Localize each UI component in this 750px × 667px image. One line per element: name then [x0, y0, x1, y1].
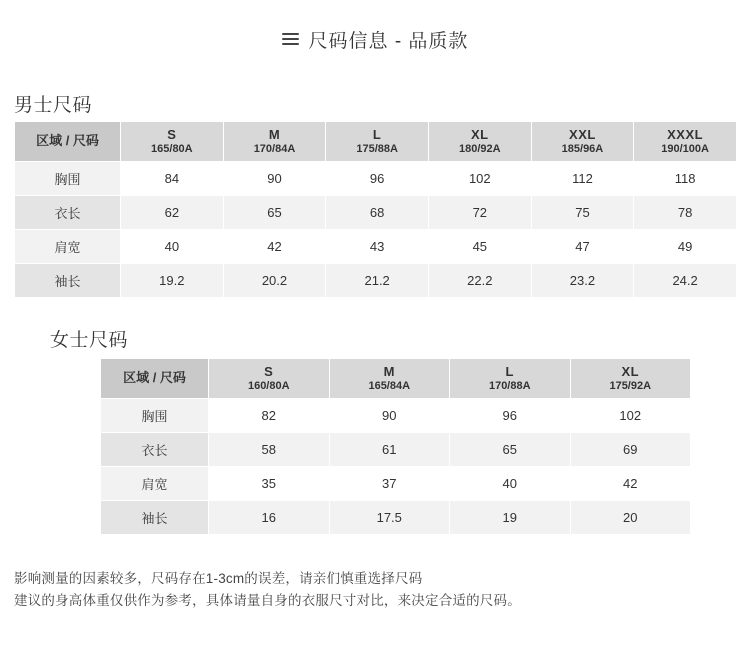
men-cell-1-1: 65 [223, 196, 326, 230]
men-size-table-wrapper [14, 121, 737, 298]
men-col-spec-5: 190/100A [661, 142, 709, 155]
women-cell-3-3: 20 [570, 501, 691, 535]
men-col-spec-3: 180/92A [459, 142, 501, 155]
women-cell-1-0: 58 [209, 433, 330, 467]
men-table-head [15, 122, 737, 162]
women-size-table-wrapper [100, 358, 691, 535]
women-cell-0-2: 96 [450, 399, 571, 433]
men-cell-3-4: 23.2 [531, 264, 634, 298]
men-col-spec-4: 185/96A [561, 142, 604, 155]
women-cell-0-1: 90 [329, 399, 450, 433]
women-cell-1-2: 65 [450, 433, 571, 467]
men-col-spec-2: 175/88A [356, 142, 398, 155]
men-col-spec-0: 165/80A [151, 142, 193, 155]
women-col-header-2 [450, 359, 571, 399]
men-col-header-0 [121, 122, 224, 162]
women-row-label-3: 袖长 [101, 501, 209, 535]
men-cell-3-1: 20.2 [223, 264, 326, 298]
women-cell-0-3: 102 [570, 399, 691, 433]
menu-lines-icon [282, 33, 299, 47]
table-row [101, 399, 691, 433]
men-cell-2-0: 40 [121, 230, 224, 264]
men-cell-0-0: 84 [121, 162, 224, 196]
women-cell-1-1: 61 [329, 433, 450, 467]
men-cell-0-1: 90 [223, 162, 326, 196]
men-col-size-5: XXXL [667, 126, 704, 142]
women-col-size-2: L [505, 363, 514, 379]
women-cell-2-0: 35 [209, 467, 330, 501]
men-cell-0-5: 118 [634, 162, 737, 196]
men-cell-1-3: 72 [428, 196, 531, 230]
men-col-header-2 [326, 122, 429, 162]
page-header [0, 0, 750, 78]
men-col-header-5 [634, 122, 737, 162]
women-cell-3-1: 17.5 [329, 501, 450, 535]
women-cell-3-2: 19 [450, 501, 571, 535]
women-table-body [101, 399, 691, 535]
table-row [101, 467, 691, 501]
men-cell-2-1: 42 [223, 230, 326, 264]
women-cell-2-2: 40 [450, 467, 571, 501]
men-row-label-1: 衣长 [15, 196, 121, 230]
women-cell-3-0: 16 [209, 501, 330, 535]
men-col-size-4: XXL [569, 126, 596, 142]
footer-notes [14, 568, 738, 612]
women-size-table [100, 358, 691, 535]
men-col-spec-1: 170/84A [253, 142, 296, 155]
men-cell-1-2: 68 [326, 196, 429, 230]
women-section-title: 女士尺码 [50, 330, 129, 351]
women-col-size-0: S [264, 363, 274, 379]
women-cell-0-0: 82 [209, 399, 330, 433]
women-col-header-1 [329, 359, 450, 399]
men-row-label-3: 袖长 [15, 264, 121, 298]
men-col-size-3: XL [470, 126, 489, 142]
women-table-head [101, 359, 691, 399]
page-title: 尺码信息 - 品质款 [308, 30, 469, 52]
men-cell-3-0: 19.2 [121, 264, 224, 298]
table-row [15, 264, 737, 298]
men-col-header-1 [223, 122, 326, 162]
men-col-size-2: L [372, 126, 382, 142]
women-cell-2-3: 42 [570, 467, 691, 501]
women-col-spec-1: 165/84A [368, 379, 411, 392]
women-col-size-1: M [383, 363, 395, 379]
men-cell-0-4: 112 [531, 162, 634, 196]
table-row [101, 501, 691, 535]
women-corner-header: 区域 / 尺码 [101, 359, 209, 399]
men-cell-1-0: 62 [121, 196, 224, 230]
table-row [15, 230, 737, 264]
men-cell-0-2: 96 [326, 162, 429, 196]
women-row-label-2: 肩宽 [101, 467, 209, 501]
men-cell-3-5: 24.2 [634, 264, 737, 298]
women-row-label-1: 衣长 [101, 433, 209, 467]
men-section-title: 男士尺码 [14, 95, 93, 116]
men-cell-3-3: 22.2 [428, 264, 531, 298]
note-line-1: 影响测量的因素较多，尺码存在1-3cm的误差，请亲们慎重选择尺码 [14, 571, 423, 586]
table-row [15, 196, 737, 230]
women-col-header-0 [209, 359, 330, 399]
women-col-spec-0: 160/80A [247, 379, 290, 392]
women-row-label-0: 胸围 [101, 399, 209, 433]
table-row [15, 162, 737, 196]
women-col-size-3: XL [621, 363, 640, 379]
women-col-header-3 [570, 359, 691, 399]
men-cell-0-3: 102 [428, 162, 531, 196]
note-line-2: 建议的身高体重仅供作为参考，具体请量自身的衣服尺寸对比，来决定合适的尺码。 [14, 593, 521, 608]
men-cell-3-2: 21.2 [326, 264, 429, 298]
men-col-size-1: M [268, 126, 281, 142]
men-col-header-3 [428, 122, 531, 162]
men-corner-header: 区域 / 尺码 [15, 122, 121, 162]
men-cell-2-3: 45 [428, 230, 531, 264]
men-cell-2-5: 49 [634, 230, 737, 264]
women-cell-2-1: 37 [329, 467, 450, 501]
men-row-label-0: 胸围 [15, 162, 121, 196]
women-col-spec-2: 170/88A [488, 379, 531, 392]
men-row-label-2: 肩宽 [15, 230, 121, 264]
men-cell-1-5: 78 [634, 196, 737, 230]
men-table-body [15, 162, 737, 298]
table-header-row [15, 122, 737, 162]
men-cell-2-4: 47 [531, 230, 634, 264]
men-cell-2-2: 43 [326, 230, 429, 264]
men-col-header-4 [531, 122, 634, 162]
women-cell-1-3: 69 [570, 433, 691, 467]
men-col-size-0: S [167, 126, 177, 142]
women-col-spec-3: 175/92A [609, 379, 652, 392]
table-row [101, 433, 691, 467]
men-size-table [14, 121, 737, 298]
men-cell-1-4: 75 [531, 196, 634, 230]
table-header-row [101, 359, 691, 399]
